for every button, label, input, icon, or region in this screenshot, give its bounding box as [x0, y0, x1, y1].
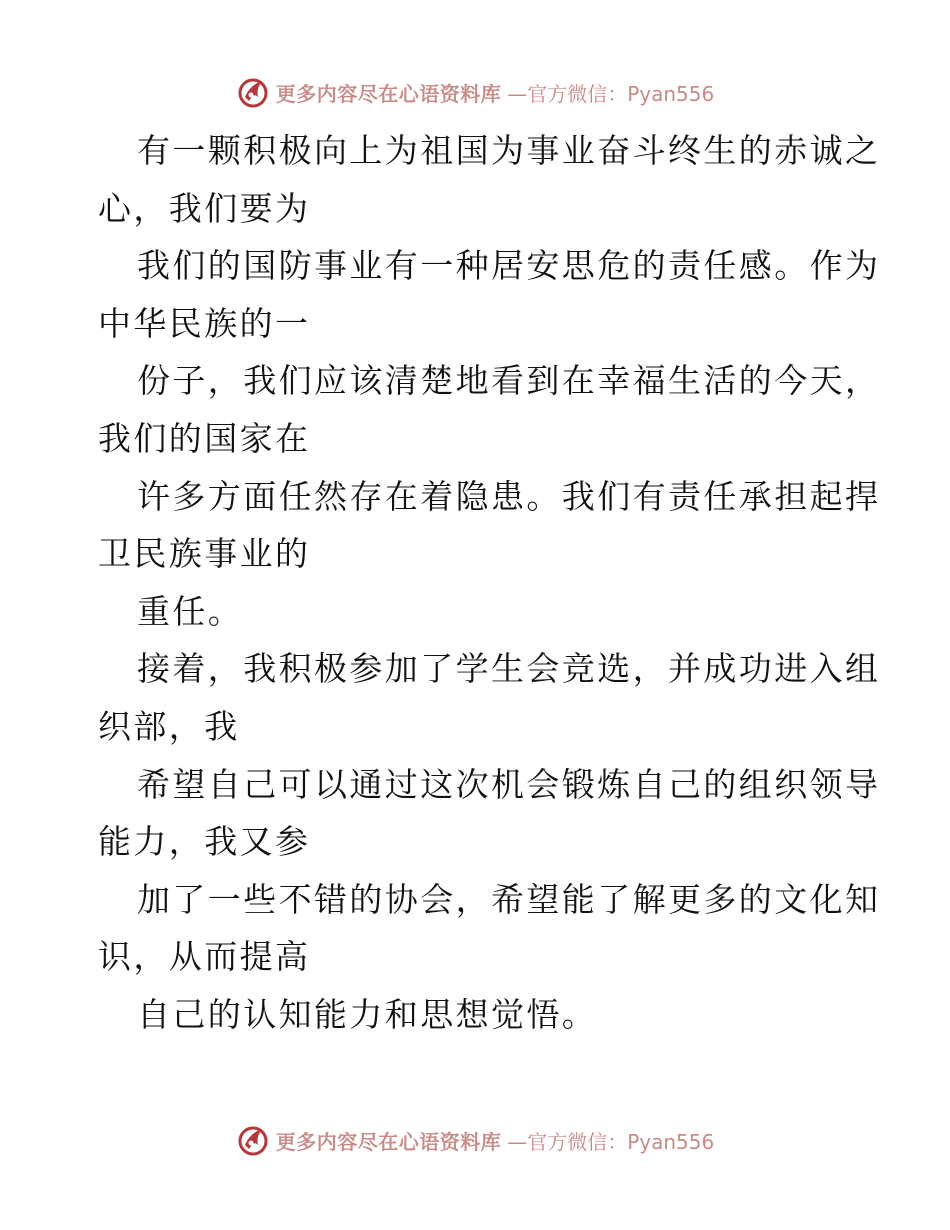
text-line: 有一颗积极向上为祖国为事业奋斗终生的赤诚之 — [137, 131, 881, 170]
text-line: 加了一些不错的协会，希望能了解更多的文化知 — [137, 879, 881, 919]
footer-banner — [0, 1120, 950, 1160]
text-line: 能力，我又参 — [98, 822, 311, 862]
text-line: 卫民族事业的 — [98, 534, 311, 574]
document-body — [98, 122, 881, 1044]
header-banner — [0, 72, 950, 112]
text-line: 重任。 — [137, 591, 244, 631]
text-line: 我们的国家在 — [98, 418, 311, 458]
text-line: 份子，我们应该清楚地看到在幸福生活的今天， — [137, 361, 881, 401]
text-line: 自己的认知能力和思想觉悟。 — [137, 994, 598, 1034]
flame-logo-icon — [236, 75, 270, 109]
footer-contact-text: —官方微信：Pyan556 — [507, 1129, 715, 1154]
footer-brand-text: 更多内容尽在心语资料库 — [275, 1129, 502, 1154]
flame-logo-icon — [236, 1123, 270, 1157]
text-line: 识，从而提高 — [98, 937, 311, 977]
text-line: 中华民族的一 — [98, 303, 311, 343]
text-line: 织部，我 — [98, 706, 240, 746]
text-line: 希望自己可以通过这次机会锻炼自己的组织领导 — [137, 764, 881, 804]
text-line: 接着，我积极参加了学生会竞选，并成功进入组 — [137, 649, 881, 689]
header-contact-text: —官方微信：Pyan556 — [507, 81, 715, 106]
text-line: 我们的国防事业有一种居安思危的责任感。作为 — [137, 246, 881, 286]
text-line: 心，我们要为 — [98, 188, 311, 228]
header-brand-text: 更多内容尽在心语资料库 — [275, 81, 502, 106]
text-line: 许多方面任然存在着隐患。我们有责任承担起捍 — [137, 476, 881, 516]
